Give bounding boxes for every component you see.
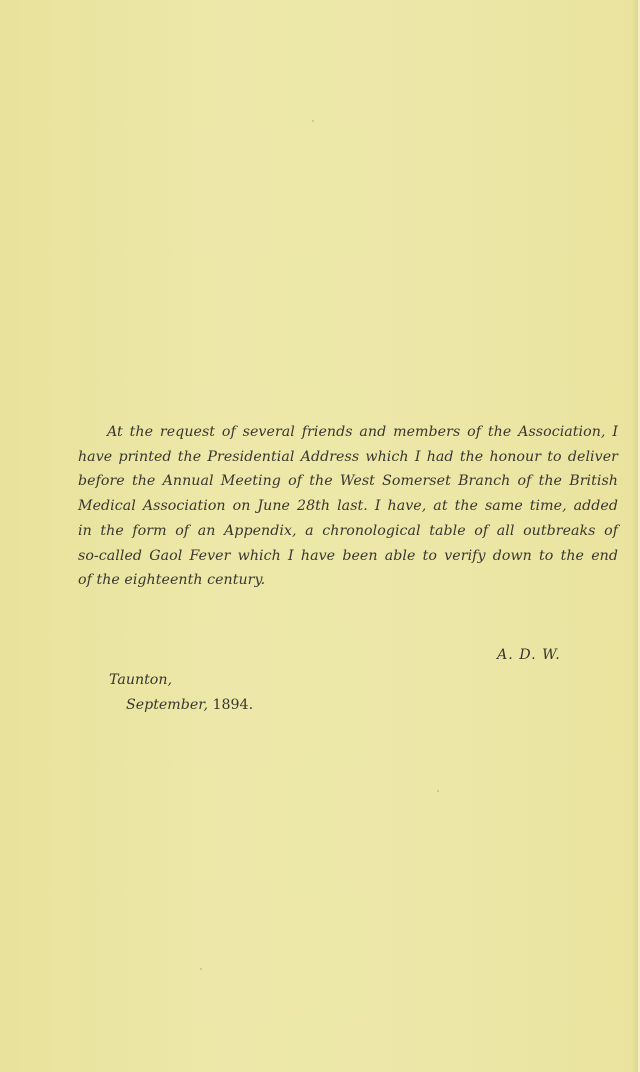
place-line: Taunton, <box>109 672 172 688</box>
date-year: 1894. <box>207 697 254 713</box>
author-initials: A. D. W. <box>497 647 561 663</box>
date-line <box>126 697 253 713</box>
preface-line: of the eighteenth century. <box>78 572 266 589</box>
paper-speck <box>200 968 202 970</box>
preface-line: in the form of an Appendix, a chronological table of all outbreaks of <box>78 522 618 539</box>
preface-line: At the request of several friends and members of the Association, I <box>107 424 618 440</box>
paper-speck <box>437 790 439 792</box>
preface-line: so-called Gaol Fever which I have been able to verify down to the end <box>78 547 618 564</box>
date-month: September, <box>126 697 208 713</box>
preface-line: have printed the Presidential Address which I had the honour to deliver <box>78 448 618 465</box>
paper-speck <box>312 120 314 122</box>
preface-line: Medical Association on June 28th last. I have, at the same time, added <box>78 498 618 515</box>
preface-paragraph <box>78 420 618 593</box>
preface-line: before the Annual Meeting of the West Somerset Branch of the British <box>78 473 618 490</box>
